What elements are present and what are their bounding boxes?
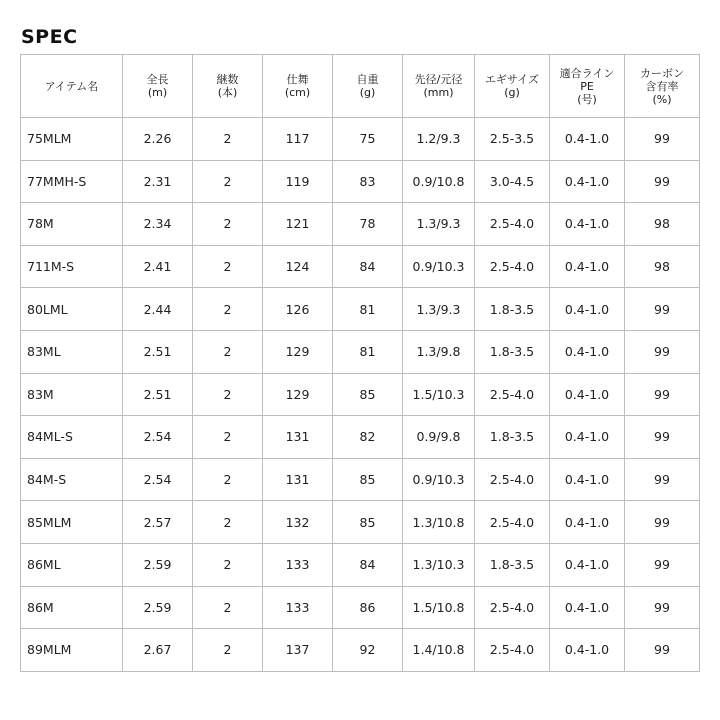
item-name-cell: 83ML (21, 330, 123, 373)
header-row (21, 55, 700, 118)
carbon-cell: 99 (625, 458, 700, 501)
diameter-cell: 0.9/10.3 (403, 245, 475, 288)
length-cell: 2.67 (123, 629, 193, 672)
line-pe-cell: 0.4-1.0 (550, 373, 625, 416)
weight-cell: 84 (333, 245, 403, 288)
diameter-cell: 0.9/10.3 (403, 458, 475, 501)
header-tip-butt-diameter: 先径/元径 (mm) (403, 55, 475, 118)
sections-cell: 2 (193, 458, 263, 501)
table-row (21, 118, 700, 161)
item-name-cell: 84M-S (21, 458, 123, 501)
carbon-cell: 99 (625, 586, 700, 629)
sections-cell: 2 (193, 543, 263, 586)
table-row (21, 288, 700, 331)
diameter-cell: 0.9/9.8 (403, 416, 475, 459)
carbon-cell: 98 (625, 203, 700, 246)
line-pe-cell: 0.4-1.0 (550, 288, 625, 331)
egi-size-cell: 2.5-4.0 (475, 629, 550, 672)
length-cell: 2.59 (123, 586, 193, 629)
header-weight: 自重 (g) (333, 55, 403, 118)
diameter-cell: 1.2/9.3 (403, 118, 475, 161)
header-length: 全長 (m) (123, 55, 193, 118)
table-row (21, 458, 700, 501)
closed-length-cell: 132 (263, 501, 333, 544)
closed-length-cell: 133 (263, 586, 333, 629)
table-row (21, 501, 700, 544)
length-cell: 2.54 (123, 416, 193, 459)
closed-length-cell: 121 (263, 203, 333, 246)
closed-length-cell: 119 (263, 160, 333, 203)
line-pe-cell: 0.4-1.0 (550, 118, 625, 161)
closed-length-cell: 117 (263, 118, 333, 161)
closed-length-cell: 133 (263, 543, 333, 586)
length-cell: 2.54 (123, 458, 193, 501)
header-item-name: アイテム名 (21, 55, 123, 118)
sections-cell: 2 (193, 245, 263, 288)
table-row (21, 416, 700, 459)
egi-size-cell: 1.8-3.5 (475, 288, 550, 331)
diameter-cell: 1.3/9.3 (403, 288, 475, 331)
carbon-cell: 99 (625, 330, 700, 373)
carbon-cell: 99 (625, 416, 700, 459)
item-name-cell: 75MLM (21, 118, 123, 161)
line-pe-cell: 0.4-1.0 (550, 416, 625, 459)
egi-size-cell: 1.8-3.5 (475, 416, 550, 459)
length-cell: 2.57 (123, 501, 193, 544)
egi-size-cell: 1.8-3.5 (475, 330, 550, 373)
weight-cell: 82 (333, 416, 403, 459)
sections-cell: 2 (193, 118, 263, 161)
sections-cell: 2 (193, 586, 263, 629)
length-cell: 2.59 (123, 543, 193, 586)
item-name-cell: 77MMH-S (21, 160, 123, 203)
weight-cell: 85 (333, 458, 403, 501)
line-pe-cell: 0.4-1.0 (550, 543, 625, 586)
line-pe-cell: 0.4-1.0 (550, 203, 625, 246)
egi-size-cell: 2.5-3.5 (475, 118, 550, 161)
closed-length-cell: 129 (263, 373, 333, 416)
weight-cell: 86 (333, 586, 403, 629)
table-row (21, 586, 700, 629)
egi-size-cell: 2.5-4.0 (475, 501, 550, 544)
spec-table (20, 54, 700, 672)
diameter-cell: 1.5/10.8 (403, 586, 475, 629)
length-cell: 2.44 (123, 288, 193, 331)
weight-cell: 92 (333, 629, 403, 672)
egi-size-cell: 2.5-4.0 (475, 245, 550, 288)
header-carbon-content: カーボン 含有率 (%) (625, 55, 700, 118)
egi-size-cell: 3.0-4.5 (475, 160, 550, 203)
closed-length-cell: 137 (263, 629, 333, 672)
egi-size-cell: 2.5-4.0 (475, 586, 550, 629)
closed-length-cell: 129 (263, 330, 333, 373)
diameter-cell: 0.9/10.8 (403, 160, 475, 203)
sections-cell: 2 (193, 330, 263, 373)
weight-cell: 81 (333, 330, 403, 373)
line-pe-cell: 0.4-1.0 (550, 245, 625, 288)
length-cell: 2.26 (123, 118, 193, 161)
item-name-cell: 711M-S (21, 245, 123, 288)
sections-cell: 2 (193, 416, 263, 459)
diameter-cell: 1.5/10.3 (403, 373, 475, 416)
item-name-cell: 89MLM (21, 629, 123, 672)
line-pe-cell: 0.4-1.0 (550, 629, 625, 672)
line-pe-cell: 0.4-1.0 (550, 160, 625, 203)
weight-cell: 83 (333, 160, 403, 203)
weight-cell: 75 (333, 118, 403, 161)
table-row (21, 160, 700, 203)
spec-table-body (21, 118, 700, 672)
length-cell: 2.51 (123, 373, 193, 416)
sections-cell: 2 (193, 501, 263, 544)
carbon-cell: 99 (625, 543, 700, 586)
carbon-cell: 99 (625, 118, 700, 161)
egi-size-cell: 2.5-4.0 (475, 373, 550, 416)
length-cell: 2.51 (123, 330, 193, 373)
item-name-cell: 86ML (21, 543, 123, 586)
header-sections: 継数 (本) (193, 55, 263, 118)
item-name-cell: 83M (21, 373, 123, 416)
table-row (21, 629, 700, 672)
length-cell: 2.41 (123, 245, 193, 288)
length-cell: 2.34 (123, 203, 193, 246)
diameter-cell: 1.4/10.8 (403, 629, 475, 672)
carbon-cell: 99 (625, 160, 700, 203)
length-cell: 2.31 (123, 160, 193, 203)
line-pe-cell: 0.4-1.0 (550, 330, 625, 373)
header-egi-size: エギサイズ (g) (475, 55, 550, 118)
diameter-cell: 1.3/9.3 (403, 203, 475, 246)
item-name-cell: 78M (21, 203, 123, 246)
table-row (21, 245, 700, 288)
diameter-cell: 1.3/10.3 (403, 543, 475, 586)
item-name-cell: 80LML (21, 288, 123, 331)
line-pe-cell: 0.4-1.0 (550, 458, 625, 501)
sections-cell: 2 (193, 629, 263, 672)
table-row (21, 203, 700, 246)
sections-cell: 2 (193, 373, 263, 416)
item-name-cell: 86M (21, 586, 123, 629)
table-row (21, 373, 700, 416)
closed-length-cell: 131 (263, 458, 333, 501)
table-row (21, 543, 700, 586)
diameter-cell: 1.3/9.8 (403, 330, 475, 373)
line-pe-cell: 0.4-1.0 (550, 586, 625, 629)
spec-title: SPEC (21, 26, 78, 48)
carbon-cell: 99 (625, 288, 700, 331)
weight-cell: 85 (333, 501, 403, 544)
weight-cell: 84 (333, 543, 403, 586)
weight-cell: 78 (333, 203, 403, 246)
header-line-pe: 適合ライン PE (号) (550, 55, 625, 118)
weight-cell: 85 (333, 373, 403, 416)
table-row (21, 330, 700, 373)
sections-cell: 2 (193, 288, 263, 331)
carbon-cell: 98 (625, 245, 700, 288)
sections-cell: 2 (193, 203, 263, 246)
header-closed-length: 仕舞 (cm) (263, 55, 333, 118)
carbon-cell: 99 (625, 629, 700, 672)
item-name-cell: 84ML-S (21, 416, 123, 459)
sections-cell: 2 (193, 160, 263, 203)
egi-size-cell: 1.8-3.5 (475, 543, 550, 586)
item-name-cell: 85MLM (21, 501, 123, 544)
diameter-cell: 1.3/10.8 (403, 501, 475, 544)
carbon-cell: 99 (625, 373, 700, 416)
closed-length-cell: 131 (263, 416, 333, 459)
carbon-cell: 99 (625, 501, 700, 544)
weight-cell: 81 (333, 288, 403, 331)
closed-length-cell: 124 (263, 245, 333, 288)
line-pe-cell: 0.4-1.0 (550, 501, 625, 544)
egi-size-cell: 2.5-4.0 (475, 458, 550, 501)
closed-length-cell: 126 (263, 288, 333, 331)
egi-size-cell: 2.5-4.0 (475, 203, 550, 246)
